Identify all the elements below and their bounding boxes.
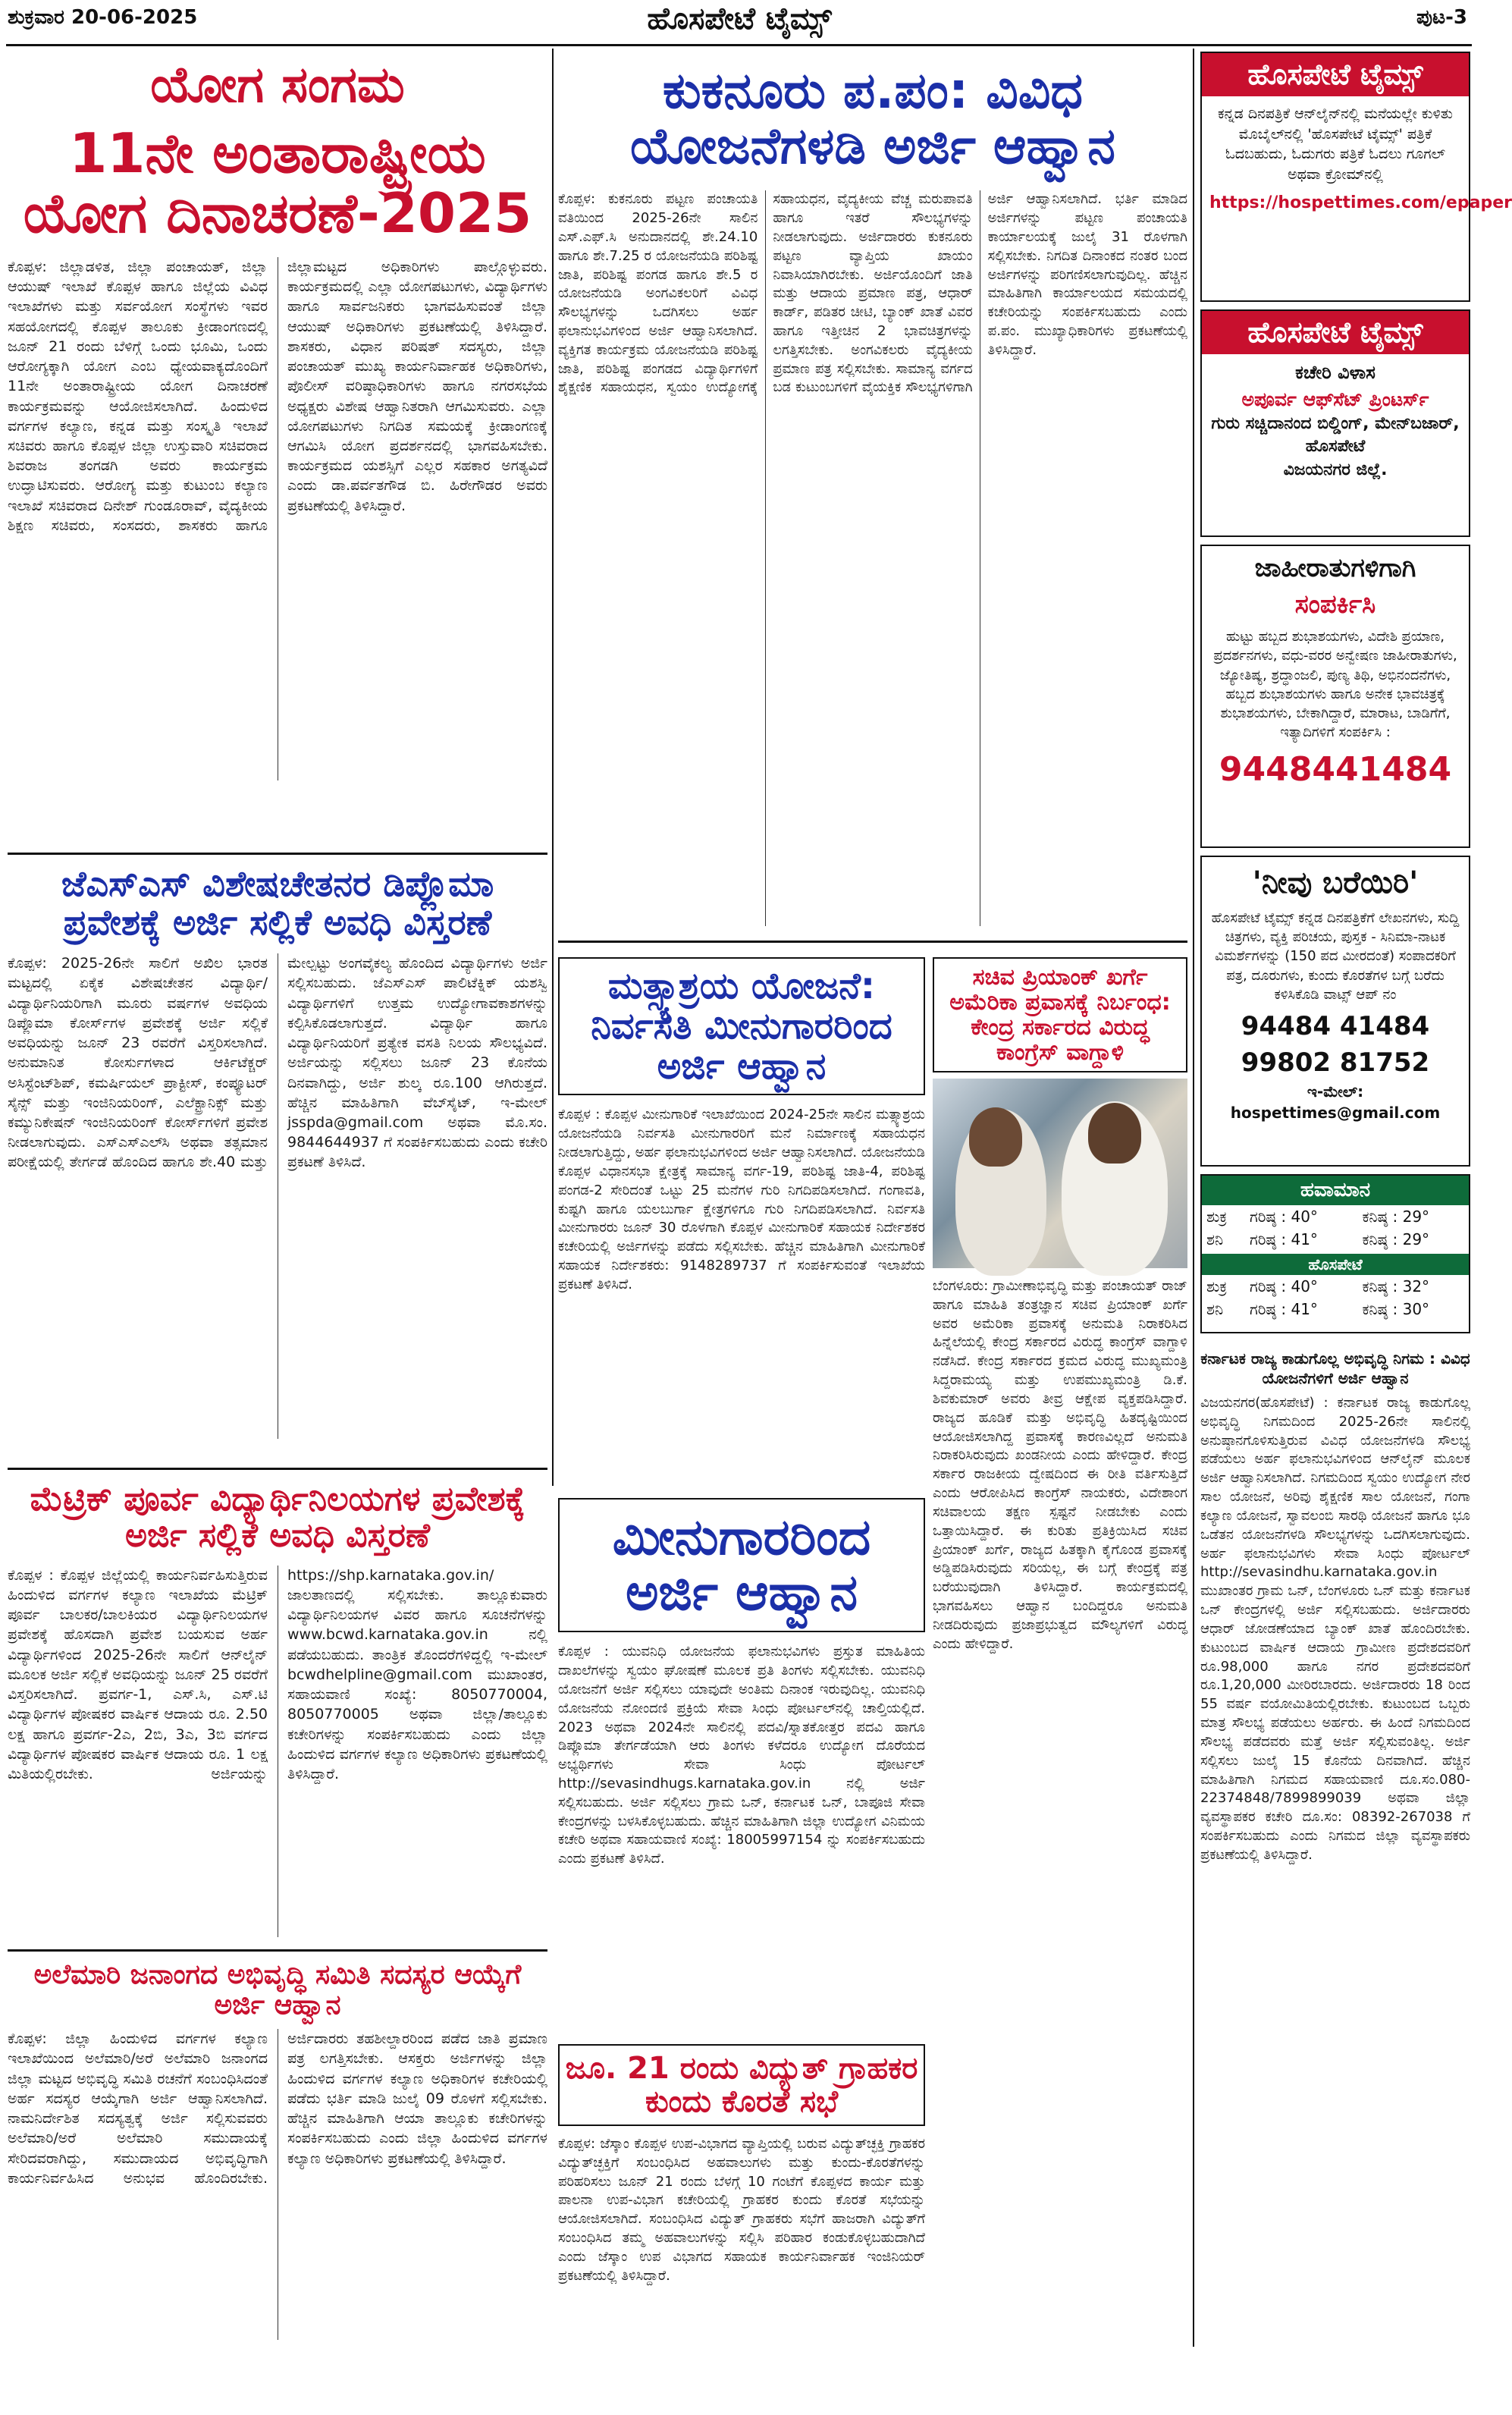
weather-day: ಶುಕ್ರ bbox=[1206, 1208, 1228, 1226]
masthead-rule bbox=[6, 44, 1472, 46]
story-body: ಬೆಂಗಳೂರು: ಗ್ರಾಮೀಣಾಭಿವೃದ್ಧಿ ಮತ್ತು ಪಂಚಾಯತ್ ರಾಜ್ ಹಾಗೂ ಮಾಹಿತಿ ತಂತ್ರಜ್ಞಾನ ಸಚಿವ ಪ್ರಿಯಾಂಕ್ ಖರ್ಗೆ ಅವರ ಅಮೆರಿಕಾ ಪ್ರವಾಸಕ್ಕೆ ಅನುಮತಿ ನಿರಾಕರಿಸಿದ ಹಿನ್ನೆಲೆಯಲ್ಲಿ ಕೇಂದ್ರ ಸರ್ಕಾರದ ವಿರುದ್ಧ ಕಾಂಗ್ರೆಸ್ ವಾಗ್ದಾಳಿ ನಡೆಸಿದೆ. ಕೇಂದ್ರ ಸರ್ಕಾರದ ಕ್ರಮದ ವಿರುದ್ಧ ಮುಖ್ಯಮಂತ್ರಿ ಸಿದ್ದರಾಮಯ್ಯ ಮತ್ತು ಉಪಮುಖ್ಯಮಂತ್ರಿ ಡಿ.ಕೆ. ಶಿವಕುಮಾರ್ ಅವರು ತೀವ್ರ ಆಕ್ಷೇಪ ವ್ಯಕ್ತಪಡಿಸಿದ್ದಾರೆ. ರಾಜ್ಯದ ಹೂಡಿಕೆ ಮತ್ತು ಅಭಿವೃದ್ಧಿ ಹಿತದೃಷ್ಟಿಯಿಂದ ಆಯೋಜಿಸಲಾಗಿದ್ದ ಪ್ರವಾಸಕ್ಕೆ ಕಾರಣವಿಲ್ಲದೆ ಅನುಮತಿ ನಿರಾಕರಿಸಿರುವುದು ಖಂಡನೀಯ ಎಂದು ಹೇಳಿದ್ದಾರೆ. ಕೇಂದ್ರ ಸರ್ಕಾರ ರಾಜಕೀಯ ದ್ವೇಷದಿಂದ ಈ ರೀತಿ ವರ್ತಿಸುತ್ತಿದೆ ಎಂದು ಆರೋಪಿಸಿದ ಕಾಂಗ್ರೆಸ್ ನಾಯಕರು, ವಿದೇಶಾಂಗ ಸಚಿವಾಲಯ ತಕ್ಷಣ ಸ್ಪಷ್ಟನೆ ನೀಡಬೇಕು ಎಂದು ಒತ್ತಾಯಿಸಿದ್ದಾರೆ. ಈ ಕುರಿತು ಪ್ರತಿಕ್ರಿಯಿಸಿದ ಸಚಿವ ಪ್ರಿಯಾಂಕ್ ಖರ್ಗೆ, ರಾಜ್ಯದ ಹಿತಕ್ಕಾಗಿ ಕೈಗೊಂಡ ಪ್ರವಾಸಕ್ಕೆ ಅಡ್ಡಿಪಡಿಸಿರುವುದು ಸರಿಯಲ್ಲ, ಈ ಬಗ್ಗೆ ಕೇಂದ್ರಕ್ಕೆ ಪತ್ರ ಬರೆಯುವುದಾಗಿ ತಿಳಿಸಿದ್ದಾರೆ. ಕಾರ್ಯಕ್ರಮದಲ್ಲಿ ಭಾಗವಹಿಸಲು ಆಹ್ವಾನ ಬಂದಿದ್ದರೂ ಅನುಮತಿ ನೀಡದಿರುವುದು ಪ್ರಜಾಪ್ರಭುತ್ವದ ಮೌಲ್ಯಗಳಿಗೆ ವಿರುದ್ಧ ಎಂದು ಹೇಳಿದ್ದಾರೆ. bbox=[933, 1278, 1187, 1652]
story-rule bbox=[8, 853, 547, 855]
paper-name: ಹೊಸಪೇಟೆ ಟೈಮ್ಸ್ bbox=[647, 2, 832, 36]
story-meenugar bbox=[558, 1498, 925, 2037]
epaper-box bbox=[1200, 52, 1512, 302]
weather-min: ಕನಿಷ್ಠ : 30° bbox=[1362, 1300, 1430, 1318]
story-body: ಕೊಪ್ಪಳ: ಜಿಲ್ಲಾ ಹಿಂದುಳಿದ ವರ್ಗಗಳ ಕಲ್ಯಾಣ ಇಲಾಖೆಯಿಂದ ಅಲೆಮಾರಿ/ಅರೆ ಅಲೆಮಾರಿ ಜನಾಂಗದ ಜಿಲ್ಲಾ ಮಟ್ಟದ ಅಭಿವೃದ್ಧಿ ಸಮಿತಿ ರಚನೆಗೆ ಸಂಬಂಧಿಸಿದಂತೆ ಅರ್ಹ ಸದಸ್ಯರ ಆಯ್ಕೆಗಾಗಿ ಅರ್ಜಿ ಆಹ್ವಾನಿಸಲಾಗಿದೆ. ನಾಮನಿರ್ದೇಶಿತ ಸದಸ್ಯತ್ವಕ್ಕೆ ಅರ್ಜಿ ಸಲ್ಲಿಸುವವರು ಅಲೆಮಾರಿ/ಅರೆ ಅಲೆಮಾರಿ ಸಮುದಾಯಕ್ಕೆ ಸೇರಿದವರಾಗಿದ್ದು, ಸಮುದಾಯದ ಅಭಿವೃದ್ಧಿಗಾಗಿ ಕಾರ್ಯನಿರ್ವಹಿಸಿದ ಅನುಭವ ಹೊಂದಿರಬೇಕು. ಅರ್ಜಿದಾರರು ತಹಶೀಲ್ದಾರರಿಂದ ಪಡೆದ ಜಾತಿ ಪ್ರಮಾಣ ಪತ್ರ ಲಗತ್ತಿಸಬೇಕು. ಆಸಕ್ತರು ಅರ್ಜಿಗಳನ್ನು ಜಿಲ್ಲಾ ಹಿಂದುಳಿದ ವರ್ಗಗಳ ಕಲ್ಯಾಣ ಅಧಿಕಾರಿಗಳ ಕಚೇರಿಯಲ್ಲಿ ಪಡೆದು ಭರ್ತಿ ಮಾಡಿ ಜುಲೈ 09 ರೊಳಗೆ ಸಲ್ಲಿಸಬೇಕು. ಹೆಚ್ಚಿನ ಮಾಹಿತಿಗಾಗಿ ಆಯಾ ತಾಲ್ಲೂಕು ಕಚೇರಿಗಳನ್ನು ಸಂಪರ್ಕಿಸಬಹುದು ಎಂದು ಜಿಲ್ಲಾ ಹಿಂದುಳಿದ ವರ್ಗಗಳ ಕಲ್ಯಾಣ ಅಧಿಕಾರಿಗಳು ಪ್ರಕಟಣೆಯಲ್ಲಿ ತಿಳಿಸಿದ್ದಾರೆ. bbox=[8, 2030, 547, 2187]
weather-title: ಹವಾಮಾನ bbox=[1202, 1176, 1469, 1205]
headline: ಅಲೆಮಾರಿ ಜನಾಂಗದ ಅಭಿವೃದ್ಧಿ ಸಮಿತಿ ಸದಸ್ಯರ ಆಯ್ಕೆಗೆ ಅರ್ಜಿ ಆಹ್ವಾನ bbox=[33, 1959, 522, 2021]
weather-min: ಕನಿಷ್ಠ : 29° bbox=[1362, 1208, 1430, 1226]
office-line3: ವಿಜಯನಗರ ಜಿಲ್ಲೆ. bbox=[1283, 460, 1388, 480]
story-matric bbox=[8, 1475, 547, 1946]
weather-day: ಶನಿ bbox=[1206, 1230, 1224, 1248]
weather-max: ಗರಿಷ್ಠ : 40° bbox=[1250, 1208, 1318, 1226]
write-email: ಇ-ಮೇಲ್: hospettimes@gmail.com bbox=[1230, 1082, 1441, 1123]
issue-date: ಶುಕ್ರವಾರ 20-06-2025 bbox=[8, 6, 198, 29]
story-jss bbox=[8, 857, 547, 1464]
story-body: ಕೊಪ್ಪಳ: ಕುಕನೂರು ಪಟ್ಟಣ ಪಂಚಾಯತಿ ವತಿಯಿಂದ 2025-26ನೇ ಸಾಲಿನ ಎಸ್.ಎಫ್.ಸಿ ಅನುದಾನದಲ್ಲಿ ಶೇ.24.10 ಹಾಗೂ ಶೇ.7.25 ರ ಯೋಜನೆಯಡಿ ಪರಿಶಿಷ್ಟ ಜಾತಿ, ಪರಿಶಿಷ್ಟ ಪಂಗಡ ಹಾಗೂ ಶೇ.5 ರ ಯೋಜನೆಯಡಿ ಅಂಗವಿಕಲರಿಗೆ ವಿವಿಧ ಸೌಲಭ್ಯಗಳನ್ನು ಒದಗಿಸಲು ಅರ್ಹ ಫಲಾನುಭವಿಗಳಿಂದ ಅರ್ಜಿ ಆಹ್ವಾನಿಸಲಾಗಿದೆ. ವ್ಯಕ್ತಿಗತ ಕಾರ್ಯಕ್ರಮ ಯೋಜನೆಯಡಿ ಪರಿಶಿಷ್ಟ ಜಾತಿ, ಪರಿಶಿಷ್ಟ ಪಂಗಡದ ವಿದ್ಯಾರ್ಥಿಗಳಿಗೆ ಶೈಕ್ಷಣಿಕ ಸಹಾಯಧನ, ಸ್ವಯಂ ಉದ್ಯೋಗಕ್ಕೆ ಸಹಾಯಧನ, ವೈದ್ಯಕೀಯ ವೆಚ್ಚ ಮರುಪಾವತಿ ಹಾಗೂ ಇತರೆ ಸೌಲಭ್ಯಗಳನ್ನು ನೀಡಲಾಗುವುದು. ಅರ್ಜಿದಾರರು ಕುಕನೂರು ಪಟ್ಟಣ ವ್ಯಾಪ್ತಿಯ ಖಾಯಂ ನಿವಾಸಿಯಾಗಿರಬೇಕು. ಅರ್ಜಿಯೊಂದಿಗೆ ಜಾತಿ ಮತ್ತು ಆದಾಯ ಪ್ರಮಾಣ ಪತ್ರ, ಆಧಾರ್ ಕಾರ್ಡ್, ಪಡಿತರ ಚೀಟಿ, ಬ್ಯಾಂಕ್ ಖಾತೆ ವಿವರ ಹಾಗೂ ಇತ್ತೀಚಿನ 2 ಭಾವಚಿತ್ರಗಳನ್ನು ಲಗತ್ತಿಸಬೇಕು. ಅಂಗವಿಕಲರು ವೈದ್ಯಕೀಯ ಪ್ರಮಾಣ ಪತ್ರ ಸಲ್ಲಿಸಬೇಕು. ಸಾಮಾನ್ಯ ವರ್ಗದ ಬಡ ಕುಟುಂಬಗಳಿಗೆ ವೈಯಕ್ತಿಕ ಸೌಲಭ್ಯಗಳಿಗಾಗಿ ಅರ್ಜಿ ಆಹ್ವಾನಿಸಲಾಗಿದೆ. ಭರ್ತಿ ಮಾಡಿದ ಅರ್ಜಿಗಳನ್ನು ಪಟ್ಟಣ ಪಂಚಾಯತಿ ಕಾರ್ಯಾಲಯಕ್ಕೆ ಜುಲೈ 31 ರೊಳಗಾಗಿ ಸಲ್ಲಿಸಬೇಕು. ನಿಗದಿತ ದಿನಾಂಕದ ನಂತರ ಬಂದ ಅರ್ಜಿಗಳನ್ನು ಪರಿಗಣಿಸಲಾಗುವುದಿಲ್ಲ. ಹೆಚ್ಚಿನ ಮಾಹಿತಿಗಾಗಿ ಕಾರ್ಯಾಲಯದ ಸಮಯದಲ್ಲಿ ಕಚೇರಿಯನ್ನು ಸಂಪರ್ಕಿಸಬಹುದು ಎಂದು ಪ.ಪಂ. ಮುಖ್ಯಾಧಿಕಾರಿಗಳು ಪ್ರಕಟಣೆಯಲ್ಲಿ ತಿಳಿಸಿದ್ದಾರೆ. bbox=[558, 191, 1187, 396]
column-divider bbox=[1193, 49, 1194, 2347]
office-line2: ಗುರು ಸಚ್ಚಿದಾನಂದ ಬಿಲ್ಡಿಂಗ್, ಮೇನ್‍ಬಜಾರ್, ಹೊಸಪೇಟೆ bbox=[1211, 413, 1460, 457]
story-kuknur bbox=[558, 49, 1187, 936]
weather-day: ಶನಿ bbox=[1206, 1300, 1224, 1318]
story-yoga bbox=[8, 49, 547, 849]
story-body: ಕೊಪ್ಪಳ : ಕೊಪ್ಪಳ ಮೀನುಗಾರಿಕೆ ಇಲಾಖೆಯಿಂದ 2024-25ನೇ ಸಾಲಿನ ಮತ್ಸ್ಯಾಶ್ರಯ ಯೋಜನೆಯಡಿ ನಿರ್ವಸತಿ ಮೀನುಗಾರರಿಗೆ ಮನೆ ನಿರ್ಮಾಣಕ್ಕೆ ಸಹಾಯಧನ ನೀಡಲಾಗುತ್ತಿದ್ದು, ಅರ್ಹ ಫಲಾನುಭವಿಗಳಿಂದ ಅರ್ಜಿ ಆಹ್ವಾನಿಸಲಾಗಿದೆ. ಯೋಜನೆಯಡಿ ಕೊಪ್ಪಳ ವಿಧಾನಸಭಾ ಕ್ಷೇತ್ರಕ್ಕೆ ಸಾಮಾನ್ಯ ವರ್ಗ-19, ಪರಿಶಿಷ್ಟ ಜಾತಿ-4, ಪರಿಶಿಷ್ಟ ಪಂಗಡ-2 ಸೇರಿದಂತೆ ಒಟ್ಟು 25 ಮನೆಗಳ ಗುರಿ ನಿಗದಿಪಡಿಸಲಾಗಿದೆ. ಗಂಗಾವತಿ, ಕುಷ್ಟಗಿ ಹಾಗೂ ಯಲಬುರ್ಗಾ ಕ್ಷೇತ್ರಗಳಿಗೂ ಗುರಿ ನಿಗದಿಪಡಿಸಲಾಗಿದೆ. ನಿರ್ವಸತಿ ಮೀನುಗಾರರು ಜೂನ್ 30 ರೊಳಗಾಗಿ ಕೊಪ್ಪಳ ಮೀನುಗಾರಿಕೆ ಸಹಾಯಕ ನಿರ್ದೇಶಕರ ಕಚೇರಿಯಲ್ಲಿ ಅರ್ಜಿಗಳನ್ನು ಪಡೆದು ಸಲ್ಲಿಸಬೇಕು. ಹೆಚ್ಚಿನ ಮಾಹಿತಿಗಾಗಿ ಮೀನುಗಾರಿಕೆ ಸಹಾಯಕ ನಿರ್ದೇಶಕರು: 9148289737 ಗೆ ಸಂಪರ್ಕಿಸುವಂತೆ ಇಲಾಖೆಯ ಪ್ರಕಟಣೆ ತಿಳಿಸಿದೆ. bbox=[558, 1107, 925, 1292]
weather-day: ಶುಕ್ರ bbox=[1206, 1277, 1228, 1295]
weather-min: ಕನಿಷ್ಠ : 32° bbox=[1362, 1277, 1430, 1295]
story-body: ಕೊಪ್ಪಳ : ಯುವನಿಧಿ ಯೋಜನೆಯ ಫಲಾನುಭವಿಗಳು ಪ್ರಸ್ತುತ ಮಾಹಿತಿಯ ದಾಖಲೆಗಳನ್ನು ಸ್ವಯಂ ಘೋಷಣೆ ಮೂಲಕ ಪ್ರತಿ ತಿಂಗಳು ಸಲ್ಲಿಸಬೇಕು. ಯುವನಿಧಿ ಯೋಜನೆಗೆ ಅರ್ಜಿ ಸಲ್ಲಿಸಲು ಯಾವುದೇ ಅಂತಿಮ ದಿನಾಂಕ ಇರುವುದಿಲ್ಲ. ಯುವನಿಧಿ ಯೋಜನೆಯ ನೋಂದಣಿ ಪ್ರಕ್ರಿಯೆ ಸೇವಾ ಸಿಂಧು ಪೋರ್ಟಲ್‍ನಲ್ಲಿ ಚಾಲ್ತಿಯಲ್ಲಿದೆ. 2023 ಅಥವಾ 2024ನೇ ಸಾಲಿನಲ್ಲಿ ಪದವಿ/ಸ್ನಾತಕೋತ್ತರ ಪದವಿ ಹಾಗೂ ಡಿಪ್ಲೊಮಾ ತೇರ್ಗಡೆಯಾಗಿ ಆರು ತಿಂಗಳು ಕಳೆದರೂ ಉದ್ಯೋಗ ದೊರೆಯದ ಅಭ್ಯರ್ಥಿಗಳು ಸೇವಾ ಸಿಂಧು ಪೋರ್ಟಲ್ http://sevasindhugs.karnataka.gov.in ನಲ್ಲಿ ಅರ್ಜಿ ಸಲ್ಲಿಸಬಹುದು. ಅರ್ಜಿ ಸಲ್ಲಿಸಲು ಗ್ರಾಮ ಒನ್, ಕರ್ನಾಟಕ ಒನ್, ಬಾಪೂಜಿ ಸೇವಾ ಕೇಂದ್ರಗಳನ್ನು ಬಳಸಿಕೊಳ್ಳಬಹುದು. ಹೆಚ್ಚಿನ ಮಾಹಿತಿಗಾಗಿ ಜಿಲ್ಲಾ ಉದ್ಯೋಗ ವಿನಿಮಯ ಕಚೇರಿ ಅಥವಾ ಸಹಾಯವಾಣಿ ಸಂಖ್ಯೆ: 18005997154 ನ್ನು ಸಂಪರ್ಕಿಸಬಹುದು ಎಂದು ಪ್ರಕಟಣೆ ತಿಳಿಸಿದೆ. bbox=[558, 1644, 925, 1867]
headline-box bbox=[933, 957, 1187, 1072]
headline-box bbox=[558, 957, 925, 1095]
headline-box bbox=[558, 2044, 925, 2126]
story-body: ಕೊಪ್ಪಳ: ಜೆಸ್ಕಾಂ ಕೊಪ್ಪಳ ಉಪ-ವಿಭಾಗದ ವ್ಯಾಪ್ತಿಯಲ್ಲಿ ಬರುವ ವಿದ್ಯುತ್‍ಚ್ಛಕ್ತಿ ಗ್ರಾಹಕರ ವಿದ್ಯುತ್‍ಚ್ಛಕ್ತಿಗೆ ಸಂಬಂಧಿಸಿದ ಅಹವಾಲುಗಳು ಮತ್ತು ಕುಂದು-ಕೊರತೆಗಳನ್ನು ಪರಿಹರಿಸಲು ಜೂನ್ 21 ರಂದು ಬೆಳಗ್ಗೆ 10 ಗಂಟೆಗೆ ಕೊಪ್ಪಳದ ಕಾರ್ಯ ಮತ್ತು ಪಾಲನಾ ಉಪ-ವಿಭಾಗ ಕಚೇರಿಯಲ್ಲಿ ಗ್ರಾಹಕರ ಕುಂದು ಕೊರತೆ ಸಭೆಯನ್ನು ಆಯೋಜಿಸಲಾಗಿದೆ. ಸಂಬಂಧಿಸಿದ ವಿದ್ಯುತ್ ಗ್ರಾಹಕರು ಸಭೆಗೆ ಹಾಜರಾಗಿ ವಿದ್ಯುತ್‍ಗೆ ಸಂಬಂಧಿಸಿದ ತಮ್ಮ ಅಹವಾಲುಗಳನ್ನು ಸಲ್ಲಿಸಿ ಪರಿಹಾರ ಕಂಡುಕೊಳ್ಳಬಹುದಾಗಿದೆ ಎಂದು ಜೆಸ್ಕಾಂ ಉಪ ವಿಭಾಗದ ಸಹಾಯಕ ಕಾರ್ಯನಿರ್ವಾಹಕ ಇಂಜಿನಿಯರ್ ಪ್ರಕಟಣೆಯಲ್ಲಿ ತಿಳಿಸಿದ್ದಾರೆ. bbox=[558, 2136, 925, 2284]
box-text: ಕನ್ನಡ ದಿನಪತ್ರಿಕೆ ಆನ್‍ಲೈನ್‍ನಲ್ಲಿ ಮನೆಯಲ್ಲೇ ಕುಳಿತು ಮೊಬೈಲ್‍ನಲ್ಲಿ 'ಹೊಸಪೇಟೆ ಟೈಮ್ಸ್' ಪತ್ರಿಕೆ ಓದಬಹುದು, ಓದುಗರು ಪತ್ರಿಕೆ ಓದಲು ಗೂಗಲ್ ಅಥವಾ ಕ್ರೋಮ್‍ನಲ್ಲಿ bbox=[1218, 105, 1453, 183]
epaper-link[interactable]: https://hospettimes.com/epaper bbox=[1209, 193, 1512, 213]
office-box bbox=[1200, 309, 1470, 537]
office-line1: ಅಪೂರ್ವ ಆಫ್‍ಸೆಟ್ ಪ್ರಿಂಟರ್ಸ್ bbox=[1241, 388, 1429, 410]
box-header: ಹೊಸಪೇಟೆ ಟೈಮ್ಸ್ bbox=[1202, 53, 1469, 96]
headline: ಕುಕನೂರು ಪ.ಪಂ: ವಿವಿಧ ಯೋಜನೆಗಳಡಿ ಅರ್ಜಿ ಆಹ್ವಾನ bbox=[629, 61, 1116, 175]
news-photo bbox=[933, 1079, 1187, 1268]
weather-max: ಗರಿಷ್ಠ : 40° bbox=[1250, 1277, 1318, 1295]
headline: ಕರ್ನಾಟಕ ರಾಜ್ಯ ಕಾಡುಗೊಲ್ಲ ಅಭಿವೃದ್ಧಿ ನಿಗಮ : ವಿವಿಧ ಯೋಜನೆಗಳಿಗೆ ಅರ್ಜಿ ಆಹ್ವಾನ bbox=[1200, 1349, 1470, 1387]
story-power bbox=[558, 2044, 925, 2347]
story-body: ವಿಜಯನಗರ(ಹೊಸಪೇಟೆ) : ಕರ್ನಾಟಕ ರಾಜ್ಯ ಕಾಡುಗೊಲ್ಲ ಅಭಿವೃದ್ಧಿ ನಿಗಮದಿಂದ 2025-26ನೇ ಸಾಲಿನಲ್ಲಿ ಅನುಷ್ಠಾನಗೊಳಿಸುತ್ತಿರುವ ವಿವಿಧ ಯೋಜನೆಗಳಡಿ ಸೌಲಭ್ಯ ಪಡೆಯಲು ಅರ್ಹ ಫಲಾನುಭವಿಗಳಿಂದ ಆನ್‍ಲೈನ್ ಮೂಲಕ ಅರ್ಜಿ ಆಹ್ವಾನಿಸಲಾಗಿದೆ. ನಿಗಮದಿಂದ ಸ್ವಯಂ ಉದ್ಯೋಗ ನೇರ ಸಾಲ ಯೋಜನೆ, ಅರಿವು ಶೈಕ್ಷಣಿಕ ಸಾಲ ಯೋಜನೆ, ಗಂಗಾ ಕಲ್ಯಾಣ ಯೋಜನೆ, ಸ್ವಾವಲಂಬಿ ಸಾರಥಿ ಯೋಜನೆ ಹಾಗೂ ಭೂ ಒಡೆತನ ಯೋಜನೆಗಳಡಿ ಸೌಲಭ್ಯಗಳನ್ನು ಒದಗಿಸಲಾಗುವುದು. ಅರ್ಹ ಫಲಾನುಭವಿಗಳು ಸೇವಾ ಸಿಂಧು ಪೋರ್ಟಲ್ http://sevasindhu.karnataka.gov.in ಮುಖಾಂತರ ಗ್ರಾಮ ಒನ್, ಬೆಂಗಳೂರು ಒನ್ ಮತ್ತು ಕರ್ನಾಟಕ ಒನ್ ಕೇಂದ್ರಗಳಲ್ಲಿ ಅರ್ಜಿ ಸಲ್ಲಿಸಬಹುದು. ಅರ್ಜಿದಾರರು ಆಧಾರ್ ಜೋಡಣೆಯಾದ ಬ್ಯಾಂಕ್ ಖಾತೆ ಹೊಂದಿರಬೇಕು. ಕುಟುಂಬದ ವಾರ್ಷಿಕ ಆದಾಯ ಗ್ರಾಮೀಣ ಪ್ರದೇಶದವರಿಗೆ ರೂ.98,000 ಹಾಗೂ ನಗರ ಪ್ರದೇಶದವರಿಗೆ ರೂ.1,20,000 ಮೀರಿರಬಾರದು. ಅರ್ಜಿದಾರರು 18 ರಿಂದ 55 ವರ್ಷ ವಯೋಮಿತಿಯಲ್ಲಿರಬೇಕು. ಕುಟುಂಬದ ಒಬ್ಬರು ಮಾತ್ರ ಸೌಲಭ್ಯ ಪಡೆಯಲು ಅರ್ಹರು. ಈ ಹಿಂದೆ ನಿಗಮದಿಂದ ಸೌಲಭ್ಯ ಪಡೆದವರು ಮತ್ತೆ ಅರ್ಜಿ ಸಲ್ಲಿಸುವಂತಿಲ್ಲ. ಅರ್ಜಿ ಸಲ್ಲಿಸಲು ಜುಲೈ 15 ಕೊನೆಯ ದಿನವಾಗಿದೆ. ಹೆಚ್ಚಿನ ಮಾಹಿತಿಗಾಗಿ ನಿಗಮದ ಸಹಾಯವಾಣಿ ದೂ.ಸಂ.080-22374848/7899899039 ಅಥವಾ ಜಿಲ್ಲಾ ವ್ಯವಸ್ಥಾಪಕರ ಕಚೇರಿ ದೂ.ಸಂ: 08392-267038 ಗೆ ಸಂಪರ್ಕಿಸಬಹುದು ಎಂದು ನಿಗಮದ ಜಿಲ್ಲಾ ವ್ಯವಸ್ಥಾಪಕರು ಪ್ರಕಟಣೆಯಲ್ಲಿ ತಿಳಿಸಿದ್ದಾರೆ. bbox=[1200, 1395, 1470, 1863]
office-title: ಕಚೇರಿ ವಿಳಾಸ bbox=[1295, 362, 1376, 383]
headline-box bbox=[558, 1498, 925, 1632]
weather-table-b bbox=[1202, 1275, 1469, 1321]
write-title: 'ನೀವು ಬರೆಯಿರಿ' bbox=[1252, 865, 1419, 900]
weather-max: ಗರಿಷ್ಠ : 41° bbox=[1250, 1230, 1318, 1248]
weather-box bbox=[1200, 1174, 1470, 1333]
weather-row bbox=[1202, 1275, 1469, 1298]
ad-text: ಹುಟ್ಟು ಹಬ್ಬದ ಶುಭಾಶಯಗಳು, ವಿದೇಶಿ ಪ್ರಯಾಣ, ಪ್ರದರ್ಶನಗಳು, ವಧು-ವರರ ಅನ್ವೇಷಣ ಜಾಹೀರಾತುಗಳು, ಜ್ಯೋತಿಷ್ಯ, ಶ್ರದ್ಧಾಂಜಲಿ, ಪುಣ್ಯ ತಿಥಿ, ಅಭಿನಂದನೆಗಳು, ಹಬ್ಬದ ಶುಭಾಶಯಗಳು ಹಾಗೂ ಅನೇಕ ಭಾವಚಿತ್ರಕ್ಕೆ ಶುಭಾಶಯಗಳು, ಬೇಕಾಗಿದ್ದಾರೆ, ಮಾರಾಟ, ಬಾಡಿಗೆಗೆ, ಇತ್ಯಾದಿಗಳಿಗೆ ಸಂಪರ್ಕಿಸಿ : bbox=[1213, 629, 1457, 741]
story-body: ಕೊಪ್ಪಳ : ಕೊಪ್ಪಳ ಜಿಲ್ಲೆಯಲ್ಲಿ ಕಾರ್ಯನಿರ್ವಹಿಸುತ್ತಿರುವ ಹಿಂದುಳಿದ ವರ್ಗಗಳ ಕಲ್ಯಾಣ ಇಲಾಖೆಯ ಮೆಟ್ರಿಕ್ ಪೂರ್ವ ಬಾಲಕರ/ಬಾಲಕಿಯರ ವಿದ್ಯಾರ್ಥಿನಿಲಯಗಳ ಪ್ರವೇಶಕ್ಕೆ ಹೊಸದಾಗಿ ಪ್ರವೇಶ ಬಯಸುವ ಅರ್ಹ ವಿದ್ಯಾರ್ಥಿಗಳಿಂದ 2025-26ನೇ ಸಾಲಿಗೆ ಆನ್‍ಲೈನ್ ಮೂಲಕ ಅರ್ಜಿ ಸಲ್ಲಿಕೆ ಅವಧಿಯನ್ನು ಜೂನ್ 25 ರವರೆಗೆ ವಿಸ್ತರಿಸಲಾಗಿದೆ. ಪ್ರವರ್ಗ-1, ಎಸ್.ಸಿ, ಎಸ್.ಟಿ ವಿದ್ಯಾರ್ಥಿಗಳ ಪೋಷಕರ ವಾರ್ಷಿಕ ಆದಾಯ ರೂ. 2.50 ಲಕ್ಷ ಹಾಗೂ ಪ್ರವರ್ಗ-2ಎ, 2ಬಿ, 3ಎ, 3ಬಿ ವರ್ಗದ ವಿದ್ಯಾರ್ಥಿಗಳ ಪೋಷಕರ ವಾರ್ಷಿಕ ಆದಾಯ ರೂ. 1 ಲಕ್ಷ ಮಿತಿಯಲ್ಲಿರಬೇಕು. ಅರ್ಜಿಯನ್ನು https://shp.karnataka.gov.in/ ಜಾಲತಾಣದಲ್ಲಿ ಸಲ್ಲಿಸಬೇಕು. ತಾಲ್ಲೂಕುವಾರು ವಿದ್ಯಾರ್ಥಿನಿಲಯಗಳ ವಿವರ ಹಾಗೂ ಸೂಚನೆಗಳನ್ನು www.bcwd.karnataka.gov.in ನಲ್ಲಿ ಪಡೆಯಬಹುದು. ತಾಂತ್ರಿಕ ತೊಂದರೆಗಳಿದ್ದಲ್ಲಿ ಇ-ಮೇಲ್ bcwdhelpline@gmail.com ಮುಖಾಂತರ, ಸಹಾಯವಾಣಿ ಸಂಖ್ಯೆ: 8050770004, 8050770005 ಅಥವಾ ಜಿಲ್ಲಾ/ತಾಲ್ಲೂಕು ಕಚೇರಿಗಳನ್ನು ಸಂಪರ್ಕಿಸಬಹುದು ಎಂದು ಜಿಲ್ಲಾ ಹಿಂದುಳಿದ ವರ್ಗಗಳ ಕಲ್ಯಾಣ ಅಧಿಕಾರಿಗಳು ಪ್ರಕಟಣೆಯಲ್ಲಿ ತಿಳಿಸಿದ್ದಾರೆ. bbox=[8, 1566, 547, 1782]
column-divider bbox=[552, 49, 554, 1486]
ad-title: ಜಾಹೀರಾತುಗಳಿಗಾಗಿ bbox=[1254, 553, 1416, 583]
weather-row bbox=[1202, 1298, 1469, 1321]
write-phone1: 94484 41484 bbox=[1241, 1010, 1430, 1041]
write-box bbox=[1200, 856, 1470, 1167]
story-alemari bbox=[8, 1955, 547, 2346]
story-rule bbox=[8, 1468, 547, 1470]
headline: ಮೆಟ್ರಿಕ್ ಪೂರ್ವ ವಿದ್ಯಾರ್ಥಿನಿಲಯಗಳ ಪ್ರವೇಶಕ್ಕೆ ಅರ್ಜಿ ಸಲ್ಲಿಕೆ ಅವಧಿ ವಿಸ್ತರಣೆ bbox=[30, 1480, 525, 1556]
headline: ಜೂ. 21 ರಂದು ವಿದ್ಯುತ್ ಗ್ರಾಹಕರ ಕುಂದು ಕೊರತೆ ಸಭೆ bbox=[565, 2051, 918, 2119]
story-rule bbox=[8, 1949, 547, 1952]
weather-min: ಕನಿಷ್ಠ : 29° bbox=[1362, 1230, 1430, 1248]
write-phone2: 99802 81752 bbox=[1241, 1047, 1430, 1078]
person-face bbox=[969, 1107, 1022, 1167]
person-face bbox=[1088, 1103, 1141, 1164]
ad-phone: 9448441484 bbox=[1219, 750, 1452, 790]
story-kharge bbox=[933, 957, 1187, 2345]
story-matsya bbox=[558, 957, 925, 1488]
headline: ಸಚಿವ ಪ್ರಿಯಾಂಕ್ ಖರ್ಗೆ ಅಮೆರಿಕಾ ಪ್ರವಾಸಕ್ಕೆ ನಿರ್ಬಂಧ: ಕೇಂದ್ರ ಸರ್ಕಾರದ ವಿರುದ್ಧ ಕಾಂಗ್ರೆಸ್ ವಾಗ್ದಾಳಿ bbox=[949, 964, 1171, 1066]
headline: 11ನೇ ಅಂತಾರಾಷ್ಟ್ರೀಯ ಯೋಗ ದಿನಾಚರಣೆ-2025 bbox=[23, 121, 532, 245]
story-nigam bbox=[1200, 1349, 1470, 2346]
weather-max: ಗರಿಷ್ಠ : 41° bbox=[1250, 1300, 1318, 1318]
write-text: ಹೊಸಪೇಟೆ ಟೈಮ್ಸ್ ಕನ್ನಡ ದಿನಪತ್ರಿಕೆಗೆ ಲೇಖನಗಳು, ಸುದ್ದಿ ಚಿತ್ರಗಳು, ವ್ಯಕ್ತಿ ಪರಿಚಯ, ಪುಸ್ತಕ - ಸಿನಿಮಾ-ನಾಟಕ ವಿಮರ್ಶೆಗಳನ್ನು (150 ಪದ ಮೀರದಂತೆ) ಸಂಪಾದಕರಿಗೆ ಪತ್ರ, ದೂರುಗಳು, ಕುಂದು ಕೊರತೆಗಳ ಬಗ್ಗೆ ಬರೆದು ಕಳಿಸಿಕೊಡಿ ವಾಟ್ಸ್ ಆಪ್ ನಂ bbox=[1211, 910, 1460, 1003]
weather-city: ಹೊಸಪೇಟೆ bbox=[1202, 1254, 1469, 1275]
weather-row bbox=[1202, 1228, 1469, 1251]
story-rule bbox=[558, 941, 1187, 943]
weather-table-a bbox=[1202, 1205, 1469, 1251]
headline: ಮತ್ಸ್ಯಾಶ್ರಯ ಯೋಜನೆ: ನಿರ್ವಸತಿ ಮೀನುಗಾರರಿಂದ ಅರ್ಜಿ ಆಹ್ವಾನ bbox=[591, 965, 892, 1088]
story-body: ಕೊಪ್ಪಳ: ಜಿಲ್ಲಾಡಳಿತ, ಜಿಲ್ಲಾ ಪಂಚಾಯತ್, ಜಿಲ್ಲಾ ಆಯುಷ್ ಇಲಾಖೆ ಕೊಪ್ಪಳ ಹಾಗೂ ಜಿಲ್ಲೆಯ ವಿವಿಧ ಇಲಾಖೆಗಳು ಮತ್ತು ಸರ್ವಯೋಗ ಸಂಸ್ಥೆಗಳು ಇವರ ಸಹಯೋಗದಲ್ಲಿ ಕೊಪ್ಪಳ ತಾಲೂಕು ಕ್ರೀಡಾಂಗಣದಲ್ಲಿ ಜೂನ್ 21 ರಂದು ಬೆಳಿಗ್ಗೆ ಒಂದು ಭೂಮಿ, ಒಂದು ಆರೋಗ್ಯಕ್ಕಾಗಿ ಯೋಗ ಎಂಬ ಧ್ಯೇಯವಾಕ್ಯದೊಂದಿಗೆ 11ನೇ ಅಂತಾರಾಷ್ಟ್ರೀಯ ಯೋಗ ದಿನಾಚರಣೆ ಕಾರ್ಯಕ್ರಮವನ್ನು ಆಯೋಜಿಸಲಾಗಿದೆ. ಹಿಂದುಳಿದ ವರ್ಗಗಳ ಕಲ್ಯಾಣ, ಕನ್ನಡ ಮತ್ತು ಸಂಸ್ಕೃತಿ ಇಲಾಖೆ ಸಚಿವರು ಹಾಗೂ ಕೊಪ್ಪಳ ಜಿಲ್ಲಾ ಉಸ್ತುವಾರಿ ಸಚಿವರಾದ ಶಿವರಾಜ ತಂಗಡಗಿ ಅವರು ಕಾರ್ಯಕ್ರಮ ಉದ್ಘಾಟಿಸುವರು. ಆರೋಗ್ಯ ಮತ್ತು ಕುಟುಂಬ ಕಲ್ಯಾಣ ಇಲಾಖೆ ಸಚಿವರಾದ ದಿನೇಶ್ ಗುಂಡೂರಾವ್, ವೈದ್ಯಕೀಯ ಶಿಕ್ಷಣ ಸಚಿವರು, ಸಂಸದರು, ಶಾಸಕರು ಹಾಗೂ ಜಿಲ್ಲಾಮಟ್ಟದ ಅಧಿಕಾರಿಗಳು ಪಾಲ್ಗೊಳ್ಳುವರು. ಕಾರ್ಯಕ್ರಮದಲ್ಲಿ ಎಲ್ಲಾ ಯೋಗಪಟುಗಳು, ವಿದ್ಯಾರ್ಥಿಗಳು ಹಾಗೂ ಸಾರ್ವಜನಿಕರು ಭಾಗವಹಿಸುವಂತೆ ಜಿಲ್ಲಾ ಆಯುಷ್ ಅಧಿಕಾರಿಗಳು ಪ್ರಕಟಣೆಯಲ್ಲಿ ತಿಳಿಸಿದ್ದಾರೆ. ಶಾಸಕರು, ವಿಧಾನ ಪರಿಷತ್ ಸದಸ್ಯರು, ಜಿಲ್ಲಾ ಪಂಚಾಯತ್ ಮುಖ್ಯ ಕಾರ್ಯನಿರ್ವಾಹಕ ಅಧಿಕಾರಿಗಳು, ಪೊಲೀಸ್ ವರಿಷ್ಠಾಧಿಕಾರಿಗಳು ಹಾಗೂ ನಗರಸಭೆಯ ಅಧ್ಯಕ್ಷರು ವಿಶೇಷ ಆಹ್ವಾನಿತರಾಗಿ ಆಗಮಿಸುವರು. ಎಲ್ಲಾ ಯೋಗಪಟುಗಳು ನಿಗದಿತ ಸಮಯಕ್ಕೆ ಕ್ರೀಡಾಂಗಣಕ್ಕೆ ಆಗಮಿಸಿ ಯೋಗ ಪ್ರದರ್ಶನದಲ್ಲಿ ಭಾಗವಹಿಸಬೇಕು. ಕಾರ್ಯಕ್ರಮದ ಯಶಸ್ಸಿಗೆ ಎಲ್ಲರ ಸಹಕಾರ ಅಗತ್ಯವಿದೆ ಎಂದು ಡಾ.ಪರ್ವತಗೌಡ ಬಿ. ಹಿರೇಗೌಡರ ಅವರು ಪ್ರಕಟಣೆಯಲ್ಲಿ ತಿಳಿಸಿದ್ದಾರೆ. bbox=[8, 258, 547, 534]
ad-subtitle: ಸಂಪರ್ಕಿಸಿ bbox=[1294, 589, 1376, 620]
box-header: ಹೊಸಪೇಟೆ ಟೈಮ್ಸ್ bbox=[1202, 311, 1469, 354]
headline: ಮೀನುಗಾರರಿಂದ ಅರ್ಜಿ ಆಹ್ವಾನ bbox=[612, 1508, 871, 1622]
headline: ಜೆಎಸ್‍ಎಸ್ ವಿಶೇಷಚೇತನರ ಡಿಪ್ಲೊಮಾ ಪ್ರವೇಶಕ್ಕೆ ಅರ್ಜಿ ಸಲ್ಲಿಕೆ ಅವಧಿ ವಿಸ್ತರಣೆ bbox=[61, 863, 494, 943]
ad-box bbox=[1200, 545, 1470, 848]
headline-kicker: ಯೋಗ ಸಂಗಮ bbox=[150, 55, 405, 114]
weather-row bbox=[1202, 1205, 1469, 1228]
story-body: ಕೊಪ್ಪಳ: 2025-26ನೇ ಸಾಲಿಗೆ ಅಖಿಲ ಭಾರತ ಮಟ್ಟದಲ್ಲಿ ಏಕೈಕ ವಿಶೇಷಚೇತನ ವಿದ್ಯಾರ್ಥಿ/ವಿದ್ಯಾರ್ಥಿನಿಯರಿಗಾಗಿ ಮೂರು ವರ್ಷಗಳ ಅವಧಿಯ ಡಿಪ್ಲೊಮಾ ಕೋರ್ಸ್‍ಗಳ ಪ್ರವೇಶಕ್ಕೆ ಅರ್ಜಿ ಸಲ್ಲಿಕೆ ಅವಧಿಯನ್ನು ಜೂನ್ 23 ರವರೆಗೆ ವಿಸ್ತರಿಸಲಾಗಿದೆ. ಅನುಮಾನಿತ ಕೋರ್ಸುಗಳಾದ ಆರ್ಕಿಟೆಕ್ಚರ್ ಅಸಿಸ್ಟೆಂಟ್‍ಶಿಪ್, ಕಮರ್ಷಿಯಲ್ ಪ್ರಾಕ್ಟೀಸ್, ಕಂಪ್ಯೂಟರ್ ಸೈನ್ಸ್ ಮತ್ತು ಇಂಜಿನಿಯರಿಂಗ್, ಎಲೆಕ್ಟ್ರಾನಿಕ್ಸ್ ಮತ್ತು ಕಮ್ಯುನಿಕೇಷನ್ ಇಂಜಿನಿಯರಿಂಗ್ ಕೋರ್ಸ್‍ಗಳಿಗೆ ಪ್ರವೇಶ ನೀಡಲಾಗುವುದು. ಎಸ್‍ಎಸ್‍ಎಲ್‍ಸಿ ಅಥವಾ ತತ್ಸಮಾನ ಪರೀಕ್ಷೆಯಲ್ಲಿ ತೇರ್ಗಡೆ ಹೊಂದಿದ ಹಾಗೂ ಶೇ.40 ಮತ್ತು ಮೇಲ್ಪಟ್ಟು ಅಂಗವೈಕಲ್ಯ ಹೊಂದಿದ ವಿದ್ಯಾರ್ಥಿಗಳು ಅರ್ಜಿ ಸಲ್ಲಿಸಬಹುದು. ಜೆಎಸ್‍ಎಸ್ ಪಾಲಿಟೆಕ್ನಿಕ್ ಯಶಸ್ವಿ ವಿದ್ಯಾರ್ಥಿಗಳಿಗೆ ಉತ್ತಮ ಉದ್ಯೋಗಾವಕಾಶಗಳನ್ನು ಕಲ್ಪಿಸಿಕೊಡಲಾಗುತ್ತದೆ. ವಿದ್ಯಾರ್ಥಿ ಹಾಗೂ ವಿದ್ಯಾರ್ಥಿನಿಯರಿಗೆ ಪ್ರತ್ಯೇಕ ವಸತಿ ನಿಲಯ ಸೌಲಭ್ಯವಿದೆ. ಅರ್ಜಿಯನ್ನು ಸಲ್ಲಿಸಲು ಜೂನ್ 23 ಕೊನೆಯ ದಿನವಾಗಿದ್ದು, ಅರ್ಜಿ ಶುಲ್ಕ ರೂ.100 ಆಗಿರುತ್ತದೆ. ಹೆಚ್ಚಿನ ಮಾಹಿತಿಗಾಗಿ ವೆಬ್‍ಸೈಟ್, ಇ-ಮೇಲ್ jsspda@gmail.com ಅಥವಾ ಮೊ.ಸಂ. 9844644937 ಗೆ ಸಂಪರ್ಕಿಸಬಹುದು ಎಂದು ಕಚೇರಿ ಪ್ರಕಟಣೆ ತಿಳಿಸಿದೆ. bbox=[8, 955, 547, 1171]
page-number: ಪುಟ-3 bbox=[1416, 6, 1467, 29]
